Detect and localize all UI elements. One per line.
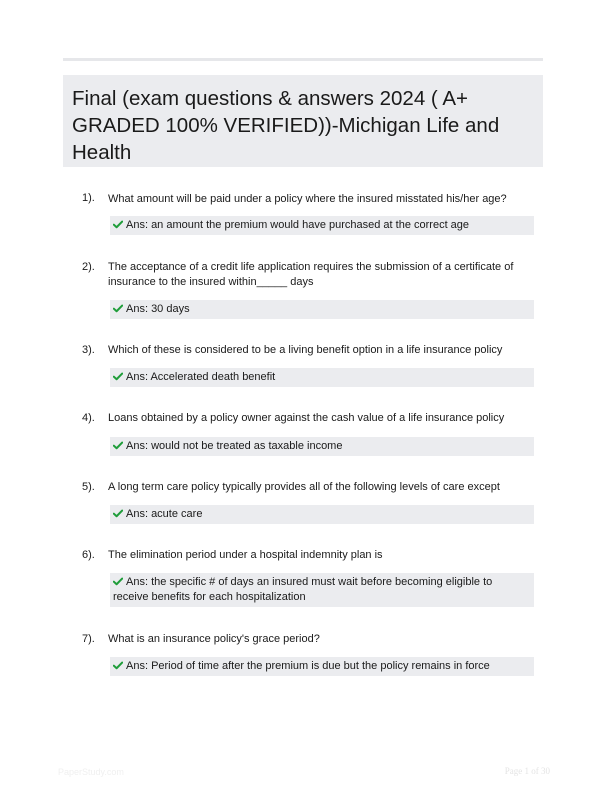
page-number: Page 1 of 30 — [504, 766, 550, 776]
answer-text: Ans: Accelerated death benefit — [126, 371, 276, 383]
question-text: What is an insurance policy's grace period? — [108, 633, 320, 645]
check-icon — [113, 220, 123, 229]
question-text: A long term care policy typically provides all of the following levels of care except — [108, 481, 500, 493]
check-icon — [113, 577, 123, 586]
footer-watermark: PaperStudy.com — [58, 767, 124, 777]
page-title: Final (exam questions & answers 2024 ( A+ GRADED 100% VERIFIED))-Michigan Life and Health — [72, 87, 500, 164]
answer-text: Ans: acute care — [126, 508, 203, 520]
question-number: 7). — [82, 633, 95, 645]
answer-box — [110, 657, 534, 676]
answer-box — [110, 216, 534, 235]
question-number: 2). — [82, 261, 95, 273]
question-text: Loans obtained by a policy owner against the cash value of a life insurance policy — [108, 412, 505, 424]
question-number: 6). — [82, 549, 95, 561]
question-text: What amount will be paid under a policy where the insured misstated his/her age? — [108, 193, 507, 205]
question-number: 4). — [82, 412, 95, 424]
answer-box — [110, 437, 534, 456]
question-number: 5). — [82, 481, 95, 493]
check-icon — [113, 304, 123, 313]
answer-text: Ans: an amount the premium would have purchased at the correct age — [126, 219, 470, 231]
answer-text: Ans: 30 days — [126, 303, 190, 315]
question-text: Which of these is considered to be a living benefit option in a life insurance policy — [108, 344, 503, 356]
check-icon — [113, 441, 123, 450]
question-number: 1). — [82, 192, 95, 204]
answer-box — [110, 368, 534, 387]
top-divider — [63, 58, 543, 61]
question-text: The acceptance of a credit life application requires the submission of a certificate of insurance to the insured within_____ days — [108, 261, 514, 288]
check-icon — [113, 509, 123, 518]
answer-box — [110, 300, 534, 319]
answer-text: Ans: would not be treated as taxable income — [126, 440, 343, 452]
answer-text: Ans: the specific # of days an insured must wait before becoming eligible to receive benefits for each hospitalization — [113, 576, 493, 603]
question-number: 3). — [82, 344, 95, 356]
answer-text: Ans: Period of time after the premium is due but the policy remains in force — [126, 660, 490, 672]
title-banner — [63, 75, 543, 167]
check-icon — [113, 661, 123, 670]
question-text: The elimination period under a hospital indemnity plan is — [108, 549, 383, 561]
answer-box — [110, 573, 534, 607]
answer-box — [110, 505, 534, 524]
check-icon — [113, 372, 123, 381]
